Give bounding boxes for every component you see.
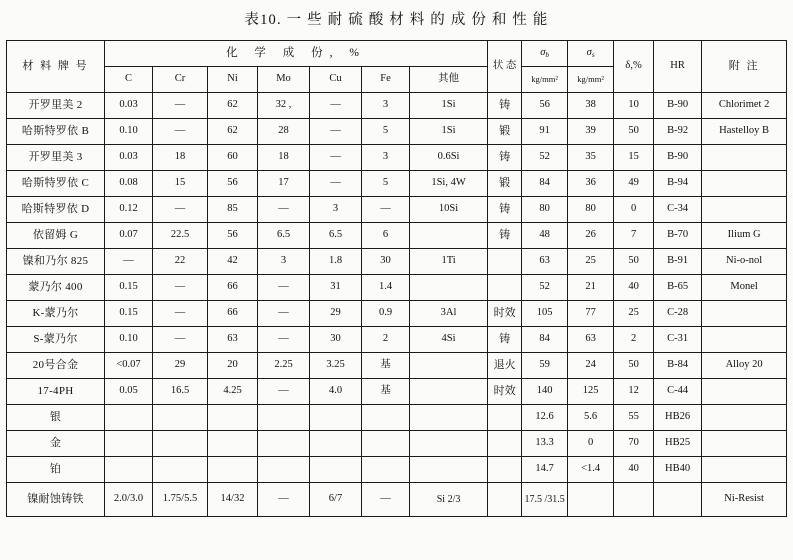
cell-sigma-s: 26 [568, 223, 614, 249]
header-sigma-s: $\sigma_s$ [568, 41, 614, 67]
header-sigma-b-unit: kg/mm² [522, 67, 568, 93]
cell-c [105, 405, 153, 431]
cell-note [702, 457, 787, 483]
cell-sigma-b: 17.5 /31.5 [522, 483, 568, 517]
cell-c: 2.0/3.0 [105, 483, 153, 517]
cell-hardness: B-94 [654, 171, 702, 197]
cell-note [702, 379, 787, 405]
table-row [7, 197, 787, 223]
cell-ni [208, 405, 258, 431]
cell-fe: 基 [362, 353, 410, 379]
cell-state: 铸 [488, 93, 522, 119]
cell-elongation: 7 [614, 223, 654, 249]
cell-other: 1Si, 4W [410, 171, 488, 197]
cell-note [702, 145, 787, 171]
cell-mo: 3 [258, 249, 310, 275]
header-row-1 [7, 41, 787, 67]
cell-cr: 16.5 [153, 379, 208, 405]
cell-ni: 66 [208, 275, 258, 301]
cell-sigma-s: 77 [568, 301, 614, 327]
header-elongation: δ,% [614, 41, 654, 93]
header-material: 材 料 牌 号 [7, 41, 105, 93]
header-hardness: HR [654, 41, 702, 93]
cell-state: 锻 [488, 119, 522, 145]
cell-mo [258, 431, 310, 457]
cell-state [488, 483, 522, 517]
cell-fe: 3 [362, 93, 410, 119]
cell-sigma-b: 80 [522, 197, 568, 223]
cell-cu: — [310, 145, 362, 171]
cell-material: 银 [7, 405, 105, 431]
table-row [7, 405, 787, 431]
cell-cr: — [153, 197, 208, 223]
cell-mo: 6.5 [258, 223, 310, 249]
cell-note: Alloy 20 [702, 353, 787, 379]
cell-ni: 56 [208, 171, 258, 197]
header-chem-c: C [105, 67, 153, 93]
cell-sigma-s: 36 [568, 171, 614, 197]
cell-sigma-s: 25 [568, 249, 614, 275]
cell-other [410, 379, 488, 405]
cell-sigma-b: 12.6 [522, 405, 568, 431]
cell-sigma-b: 105 [522, 301, 568, 327]
table-row [7, 119, 787, 145]
table-row [7, 275, 787, 301]
cell-sigma-s: 125 [568, 379, 614, 405]
header-chemistry-group: 化 学 成 份, % [105, 41, 488, 67]
cell-cu: 4.0 [310, 379, 362, 405]
cell-fe: 基 [362, 379, 410, 405]
cell-c [105, 431, 153, 457]
cell-fe: 2 [362, 327, 410, 353]
cell-elongation: 40 [614, 457, 654, 483]
cell-sigma-s [568, 483, 614, 517]
cell-ni: 62 [208, 93, 258, 119]
cell-material: 17-4PH [7, 379, 105, 405]
cell-cu: — [310, 171, 362, 197]
header-sigma-b: $\sigma_b$ [522, 41, 568, 67]
cell-ni: 14/32 [208, 483, 258, 517]
cell-fe: 1.4 [362, 275, 410, 301]
cell-other: 1Ti [410, 249, 488, 275]
cell-note [702, 171, 787, 197]
cell-cr: — [153, 327, 208, 353]
cell-sigma-b: 59 [522, 353, 568, 379]
table-row [7, 171, 787, 197]
cell-c: — [105, 249, 153, 275]
cell-hardness: B-65 [654, 275, 702, 301]
cell-note: Ni-o-nol [702, 249, 787, 275]
table-row [7, 379, 787, 405]
cell-ni: 63 [208, 327, 258, 353]
cell-cr: 18 [153, 145, 208, 171]
cell-hardness: B-92 [654, 119, 702, 145]
cell-mo [258, 457, 310, 483]
cell-note: Ilium G [702, 223, 787, 249]
cell-sigma-s: 24 [568, 353, 614, 379]
page-title: 表10. 一 些 耐 硫 酸 材 料 的 成 份 和 性 能 [244, 12, 549, 28]
table-row [7, 93, 787, 119]
cell-cr [153, 405, 208, 431]
cell-ni: 56 [208, 223, 258, 249]
cell-c: 0.07 [105, 223, 153, 249]
cell-other: 4Si [410, 327, 488, 353]
cell-elongation: 25 [614, 301, 654, 327]
cell-material: 哈斯特罗依 D [7, 197, 105, 223]
cell-note: Hastelloy B [702, 119, 787, 145]
cell-material: 开罗里美 3 [7, 145, 105, 171]
cell-mo: — [258, 301, 310, 327]
cell-c: 0.05 [105, 379, 153, 405]
cell-state: 铸 [488, 145, 522, 171]
cell-note [702, 197, 787, 223]
cell-note: Chlorimet 2 [702, 93, 787, 119]
cell-fe: 5 [362, 119, 410, 145]
cell-cr: — [153, 119, 208, 145]
cell-mo: — [258, 379, 310, 405]
cell-c: 0.12 [105, 197, 153, 223]
header-chem-fe: Fe [362, 67, 410, 93]
cell-hardness: C-28 [654, 301, 702, 327]
cell-cu [310, 431, 362, 457]
cell-mo: 17 [258, 171, 310, 197]
cell-sigma-b: 13.3 [522, 431, 568, 457]
cell-state: 时效 [488, 301, 522, 327]
cell-elongation: 2 [614, 327, 654, 353]
cell-c: 0.10 [105, 119, 153, 145]
cell-cr: 1.75/5.5 [153, 483, 208, 517]
cell-state [488, 405, 522, 431]
cell-other [410, 353, 488, 379]
header-state: 状 态 [488, 41, 522, 93]
cell-c: 0.03 [105, 93, 153, 119]
cell-cu: 30 [310, 327, 362, 353]
cell-cu: 6/7 [310, 483, 362, 517]
cell-ni: 42 [208, 249, 258, 275]
cell-hardness: B-70 [654, 223, 702, 249]
cell-sigma-s: 38 [568, 93, 614, 119]
cell-note [702, 301, 787, 327]
cell-sigma-b: 84 [522, 327, 568, 353]
cell-cu: — [310, 93, 362, 119]
cell-note: Ni-Resist [702, 483, 787, 517]
cell-c: 0.10 [105, 327, 153, 353]
cell-sigma-b: 14.7 [522, 457, 568, 483]
header-chem-ni: Ni [208, 67, 258, 93]
cell-hardness [654, 483, 702, 517]
header-chem-mo: Mo [258, 67, 310, 93]
cell-sigma-s: 35 [568, 145, 614, 171]
cell-state: 退火 [488, 353, 522, 379]
cell-note [702, 327, 787, 353]
table-header [7, 41, 787, 93]
cell-mo: 2.25 [258, 353, 310, 379]
cell-elongation: 50 [614, 249, 654, 275]
cell-mo: — [258, 275, 310, 301]
cell-cr: — [153, 301, 208, 327]
cell-sigma-s: <1.4 [568, 457, 614, 483]
cell-sigma-s: 5.6 [568, 405, 614, 431]
cell-fe [362, 405, 410, 431]
cell-state [488, 275, 522, 301]
cell-other: Si 2/3 [410, 483, 488, 517]
cell-fe: 0.9 [362, 301, 410, 327]
cell-cr: — [153, 275, 208, 301]
cell-ni: 62 [208, 119, 258, 145]
cell-other [410, 275, 488, 301]
cell-elongation: 49 [614, 171, 654, 197]
cell-ni: 4.25 [208, 379, 258, 405]
cell-material: 哈斯特罗依 B [7, 119, 105, 145]
cell-mo [258, 405, 310, 431]
cell-other [410, 431, 488, 457]
cell-fe: — [362, 483, 410, 517]
cell-ni [208, 431, 258, 457]
cell-other: 1Si [410, 119, 488, 145]
cell-cu: 6.5 [310, 223, 362, 249]
cell-sigma-s: 39 [568, 119, 614, 145]
cell-cu [310, 405, 362, 431]
cell-ni: 60 [208, 145, 258, 171]
cell-elongation: 15 [614, 145, 654, 171]
cell-hardness: HB25 [654, 431, 702, 457]
cell-mo: — [258, 197, 310, 223]
cell-c: 0.15 [105, 275, 153, 301]
cell-elongation: 12 [614, 379, 654, 405]
cell-fe: 3 [362, 145, 410, 171]
cell-note [702, 431, 787, 457]
cell-sigma-s: 80 [568, 197, 614, 223]
cell-other: 10Si [410, 197, 488, 223]
cell-hardness: C-34 [654, 197, 702, 223]
cell-material: 开罗里美 2 [7, 93, 105, 119]
cell-elongation [614, 483, 654, 517]
cell-cu: 3 [310, 197, 362, 223]
cell-cr: 22 [153, 249, 208, 275]
cell-other: 3Al [410, 301, 488, 327]
cell-c: 0.08 [105, 171, 153, 197]
cell-other [410, 457, 488, 483]
cell-material: 哈斯特罗依 C [7, 171, 105, 197]
cell-sigma-b: 52 [522, 145, 568, 171]
header-chem-other: 其他 [410, 67, 488, 93]
cell-mo: — [258, 483, 310, 517]
table-row [7, 483, 787, 517]
cell-sigma-s: 63 [568, 327, 614, 353]
table-body [7, 93, 787, 517]
cell-hardness: C-44 [654, 379, 702, 405]
header-sigma-s-unit: kg/mm² [568, 67, 614, 93]
cell-sigma-b: 140 [522, 379, 568, 405]
cell-mo: 32 , [258, 93, 310, 119]
cell-hardness: B-90 [654, 145, 702, 171]
cell-c: 0.15 [105, 301, 153, 327]
table-row [7, 301, 787, 327]
table-container [6, 40, 786, 517]
cell-hardness: B-90 [654, 93, 702, 119]
cell-sigma-b: 52 [522, 275, 568, 301]
table-row [7, 431, 787, 457]
cell-material: S-蒙乃尔 [7, 327, 105, 353]
cell-ni: 66 [208, 301, 258, 327]
cell-cu: 31 [310, 275, 362, 301]
cell-elongation: 55 [614, 405, 654, 431]
cell-other [410, 405, 488, 431]
cell-ni: 20 [208, 353, 258, 379]
cell-sigma-b: 56 [522, 93, 568, 119]
cell-sigma-b: 48 [522, 223, 568, 249]
cell-sigma-s: 21 [568, 275, 614, 301]
cell-mo: — [258, 327, 310, 353]
cell-sigma-b: 63 [522, 249, 568, 275]
cell-ni [208, 457, 258, 483]
cell-state: 锻 [488, 171, 522, 197]
cell-state: 时效 [488, 379, 522, 405]
table-row [7, 457, 787, 483]
cell-other [410, 223, 488, 249]
cell-elongation: 50 [614, 119, 654, 145]
cell-c [105, 457, 153, 483]
cell-sigma-s: 0 [568, 431, 614, 457]
cell-hardness: C-31 [654, 327, 702, 353]
cell-note: Monel [702, 275, 787, 301]
cell-material: 依留姆 G [7, 223, 105, 249]
cell-hardness: B-91 [654, 249, 702, 275]
cell-cr: 22.5 [153, 223, 208, 249]
cell-material: 20号合金 [7, 353, 105, 379]
cell-ni: 85 [208, 197, 258, 223]
cell-c: <0.07 [105, 353, 153, 379]
table-row [7, 145, 787, 171]
header-chem-cr: Cr [153, 67, 208, 93]
cell-other: 0.6Si [410, 145, 488, 171]
table-row [7, 327, 787, 353]
cell-fe [362, 431, 410, 457]
cell-mo: 28 [258, 119, 310, 145]
cell-cu [310, 457, 362, 483]
table-row [7, 223, 787, 249]
cell-state: 铸 [488, 197, 522, 223]
cell-sigma-b: 84 [522, 171, 568, 197]
table-row [7, 249, 787, 275]
cell-state [488, 457, 522, 483]
cell-cr: 29 [153, 353, 208, 379]
cell-cu: — [310, 119, 362, 145]
cell-other: 1Si [410, 93, 488, 119]
cell-mo: 18 [258, 145, 310, 171]
cell-material: 金 [7, 431, 105, 457]
materials-table [6, 40, 787, 517]
cell-state [488, 431, 522, 457]
cell-elongation: 70 [614, 431, 654, 457]
cell-fe: 30 [362, 249, 410, 275]
header-chem-cu: Cu [310, 67, 362, 93]
cell-hardness: B-84 [654, 353, 702, 379]
cell-cu: 3.25 [310, 353, 362, 379]
cell-cr [153, 431, 208, 457]
cell-elongation: 10 [614, 93, 654, 119]
cell-cu: 1.8 [310, 249, 362, 275]
header-note: 附 注 [702, 41, 787, 93]
cell-state: 铸 [488, 327, 522, 353]
cell-hardness: HB26 [654, 405, 702, 431]
cell-fe: 6 [362, 223, 410, 249]
cell-cr: — [153, 93, 208, 119]
cell-cr: 15 [153, 171, 208, 197]
cell-fe [362, 457, 410, 483]
cell-material: 镍耐蚀铸铁 [7, 483, 105, 517]
cell-sigma-b: 91 [522, 119, 568, 145]
cell-elongation: 50 [614, 353, 654, 379]
cell-cr [153, 457, 208, 483]
cell-material: 蒙乃尔 400 [7, 275, 105, 301]
cell-state [488, 249, 522, 275]
table-row [7, 353, 787, 379]
cell-fe: — [362, 197, 410, 223]
cell-elongation: 40 [614, 275, 654, 301]
cell-elongation: 0 [614, 197, 654, 223]
cell-state: 铸 [488, 223, 522, 249]
cell-c: 0.03 [105, 145, 153, 171]
cell-cu: 29 [310, 301, 362, 327]
cell-fe: 5 [362, 171, 410, 197]
cell-material: 镍和乃尔 825 [7, 249, 105, 275]
cell-material: K-蒙乃尔 [7, 301, 105, 327]
cell-hardness: HB40 [654, 457, 702, 483]
cell-note [702, 405, 787, 431]
cell-material: 铂 [7, 457, 105, 483]
